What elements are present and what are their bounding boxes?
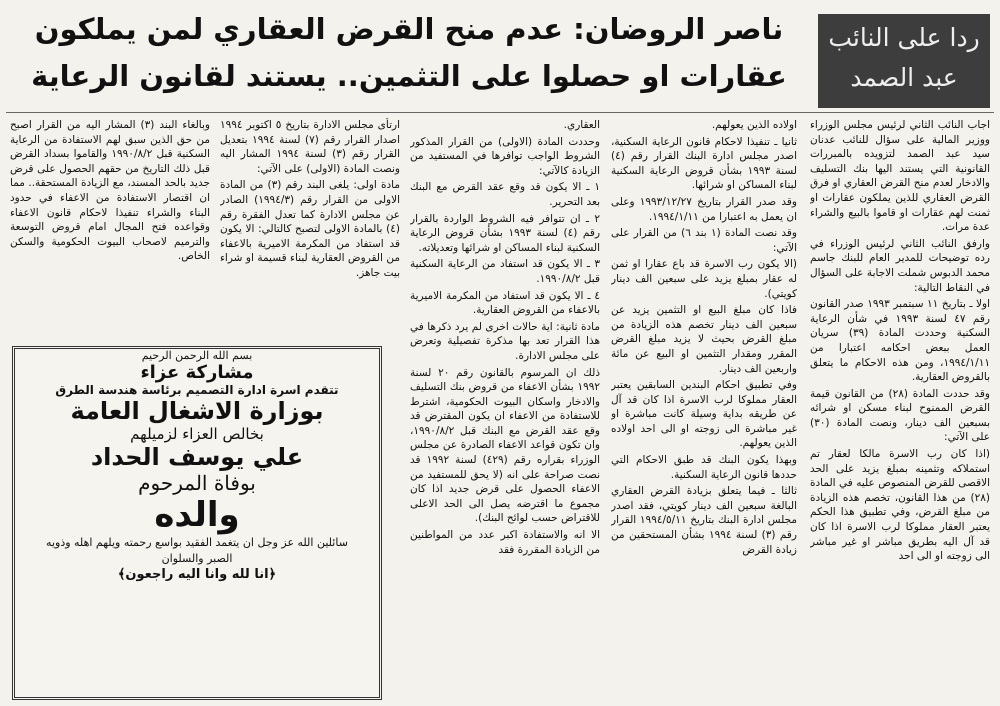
paragraph: مادة اولى: يلغى البند رقم (٣) من المادة الاولى من القرار رقم (١٩٩٤/٣) الصادر عن مجلس الادارة كما تعدل الفقرة رقم (٤) بالمادة الاولى لتصبح كالتالي: الا يكون قد استفاد من المكرمة الاميرية بالاعفاء من القروض العقارية لبناء قسيمة او شراء بيت جاهز. (220, 179, 400, 279)
paragraph: ٣ ـ الا يكون قد استفاد من الرعاية السكنية قبل ١٩٩٠/٨/٢. (410, 258, 600, 285)
paragraph: اولا ـ بتاريخ ١١ سبتمبر ١٩٩٣ صدر القانون رقم ٤٧ لسنة ١٩٩٣ في شأن الرعاية السكنية وحددت المادة (٣٩) سريان العمل ببعض احكامه اعتبارا من ١٩٩٤/١/١١، ومن هذه الاحكام ما يتعلق بالقروض العقارية. (810, 298, 990, 384)
condolence-ad (12, 346, 382, 700)
paragraph: وقد حددت المادة (٢٨) من القانون قيمة القرض الممنوح لبناء مسكن او شرائه بسبعين الف دينار، ونصت المادة (٣٠) على الآتي: (810, 387, 990, 444)
headline (14, 6, 804, 100)
paragraph: الا انه والاستفادة اكبر عدد من المواطنين من الزيادة المقررة فقد (410, 529, 600, 556)
headline-line-2: عقارات او حصلوا على التثمين.. يستند لقانون الرعاية (31, 59, 787, 93)
article-column-2 (611, 118, 797, 702)
article-column-1 (810, 118, 990, 702)
paragraph: اجاب النائب الثاني لرئيس مجلس الوزراء ووزير المالية على سؤال للنائب عدنان سيد عبد الصمد لتزويده بالمبررات القانونية التي يستند اليها بنك التسليف والادخار لعدم منح القرض العقاري او فرق القرض العقاري للذين يملكون عقارات او ثمنت لهم عقارات او قاموا بالبيع والشراء عدة مرات. (810, 119, 990, 234)
kicker-box (818, 14, 990, 108)
paragraph: ارتأى مجلس الادارة بتاريخ ٥ اكتوبر ١٩٩٤ اصدار القرار رقم (٧) لسنة ١٩٩٤ بتعديل القرار رقم (٣) لسنة ١٩٩٤ المشار اليه ونصت المادة (الاولى) على الآتي: (220, 119, 400, 175)
article-column-5 (10, 118, 210, 338)
paragraph: وبالغاء البند (٣) المشار اليه من القرار اصبح من حق الذين سبق لهم الاستفادة من الرعاية السكنية قبل ١٩٩٠/٨/٢ والقاموا بسداد القرض قبل ذلك التاريخ من حقهم الحصول على قرض جديد بالحد المسند، مع الزيادة المستحقة.. مما ان اقتصار الاستفادة من الاعفاء في حدود البناء والشراء تنفيذا لاحكام قانون الاعفاء وقواعده فتح المجال امام قروض التوسعة والترميم لاصحاب البيوت الحكومية والسكن الخاص. (10, 119, 210, 263)
paragraph: ١ ـ الا يكون قد وقع عقد القرض مع البنك بعد التحرير. (410, 181, 600, 208)
paragraph: ثانيا ـ تنفيذا لاحكام قانون الرعاية السكنية، اصدر مجلس ادارة البنك القرار رقم (٤) لسنة ١٩٩٣ بشأن قروض الرعاية السكنية لبناء المساكن او شرائها. (611, 135, 797, 192)
paragraph: وفي تطبيق احكام البندين السابقين يعتبر العقار مملوكا لرب الاسرة اذا كان قد آل عن طريقه بداية وسيلة كانت مباشرة او غير مباشرة الى زوجته او الى احد اولاده الذين يعولهم. (611, 379, 797, 450)
paragraph: وارفق النائب الثاني لرئيس الوزراء في رده توضيحات للمدير العام للبنك جاسم محمد الدبوس شملت الاجابة على السؤال في النقاط التالية: (810, 237, 990, 294)
ad-organization: تتقدم اسرة ادارة التصميم برئاسة هندسة الطرق (55, 383, 339, 397)
headline-divider (6, 112, 994, 113)
paragraph: وبهذا يكون البنك قد طبق الاحكام التي حددها قانون الرعاية السكنية. (611, 454, 797, 481)
ad-death-line: بوفاة المرحوم (138, 471, 256, 495)
ad-basmala: بسم الله الرحمن الرحيم (141, 349, 253, 362)
paragraph: وحددت المادة (الاولى) من القرار المذكور الشروط الواجب توافرها في المستفيد من الزيادة كالآتي: (410, 135, 600, 177)
ad-colleague-name: علي يوسف الحداد (90, 443, 304, 471)
ad-prayer: سائلين الله عز وجل ان يتغمد الفقيد بواسع رحمته ويلهم اهله وذويه الصبر والسلوان (46, 536, 348, 565)
ad-deceased: والده (154, 495, 240, 535)
article-column-4 (220, 118, 400, 338)
paragraph: وقد صدر القرار بتاريخ ١٩٩٣/١٢/٢٧ وعلى ان يعمل به اعتبارا من ١٩٩٤/١/١١. (611, 195, 797, 223)
paragraph: ٢ ـ ان تتوافر فيه الشروط الواردة بالقرار رقم (٤) لسنة ١٩٩٣ بشأن قروض الرعاية السكنية لبناء المساكن او شرائها وتعديلاته. (410, 212, 600, 254)
paragraph: مادة ثانية: اية حالات اخرى لم يرد ذكرها في هذا القرار تعد بها مذكرة تفصيلية وتعرض على مجلس الادارة. (410, 320, 600, 362)
kicker-text: ردا على النائب عبد الصمد (828, 23, 980, 92)
paragraph: اولاده الذين يعولهم. (711, 119, 797, 131)
paragraph: (اذا كان رب الاسرة مالكا لعقار تم استملاكه وتثمينه بمبلغ يزيد على الحد الاقصى للقرض المنصوص عليه في المادة (٢٨) من هذا القانون، تخصم هذه الزيادة من مبلغ القرض، وفي تطبيق هذا الحكم يعتبر العقار مملوكا لرب الاسرة اذا كان قد آل اليه بطريق مباشر او غير مباشر الى زوجته او الى احد (810, 448, 990, 563)
ad-verse: ﴿انا لله وانا اليه راجعون﴾ (117, 567, 277, 582)
paragraph: ذلك ان المرسوم بالقانون رقم ٢٠ لسنة ١٩٩٢ بشأن الاعفاء من قروض بنك التسليف والادخار واسكان البيوت الحكومية، اشترط للاستفادة من الاعفاء ان يكون المقترض قد وقع عقد القرض مع البنك قبل ١٩٩٠/٨/٢، وان تكون قواعد الاعفاء الصادرة عن مجلس الوزراء بقراره رقم (٤٢٩) لسنة ١٩٩٢ قد نصت صراحة على انه (لا يحق للمستفيد من الاعفاء الحصول على قرض جديد اذا كان مجموع ما اقترضه يصل الى الحد الاعلى للاقتراض حسب لوائح البنك). (410, 366, 600, 525)
paragraph: ٤ ـ الا يكون قد استفاد من المكرمة الاميرية بالاعفاء من القروض العقارية. (410, 289, 600, 317)
paragraph: (الا يكون رب الاسرة قد باع عقارا او ثمن له عقار بمبلغ يزيد على سبعين الف دينار كويتي). (611, 258, 797, 300)
paragraph: فاذا كان مبلغ البيع او التثمين يزيد عن سبعين الف دينار تخصم هذه الزيادة من مبلغ القرض بحيث لا يزيد مبلغ القرض المقرر ومقدار التثمين او البيع عن مائة واربعين الف دينار. (611, 304, 797, 375)
ad-title: مشاركة عزاء (140, 362, 254, 383)
ad-ministry: بوزارة الاشغال العامة (70, 397, 324, 425)
headline-line-1: ناصر الروضان: عدم منح القرض العقاري لمن يملكون (34, 12, 784, 46)
paragraph: العقاري. (563, 119, 600, 131)
article-column-3 (410, 118, 600, 702)
paragraph: وقد نصت المادة (١ بند ٦) من القرار على الآتي: (611, 227, 797, 254)
ad-condolence-line: بخالص العزاء لزميلهم (130, 425, 264, 443)
paragraph: ثالثا ـ فيما يتعلق بزيادة القرض العقاري البالغة سبعين الف دينار كويتي، فقد اصدر مجلس ادارة البنك بتاريخ ١٩٩٤/٥/١١ القرار رقم (٣) لسنة ١٩٩٤ بشأن المستحقين من زيادة القرض (611, 485, 797, 556)
